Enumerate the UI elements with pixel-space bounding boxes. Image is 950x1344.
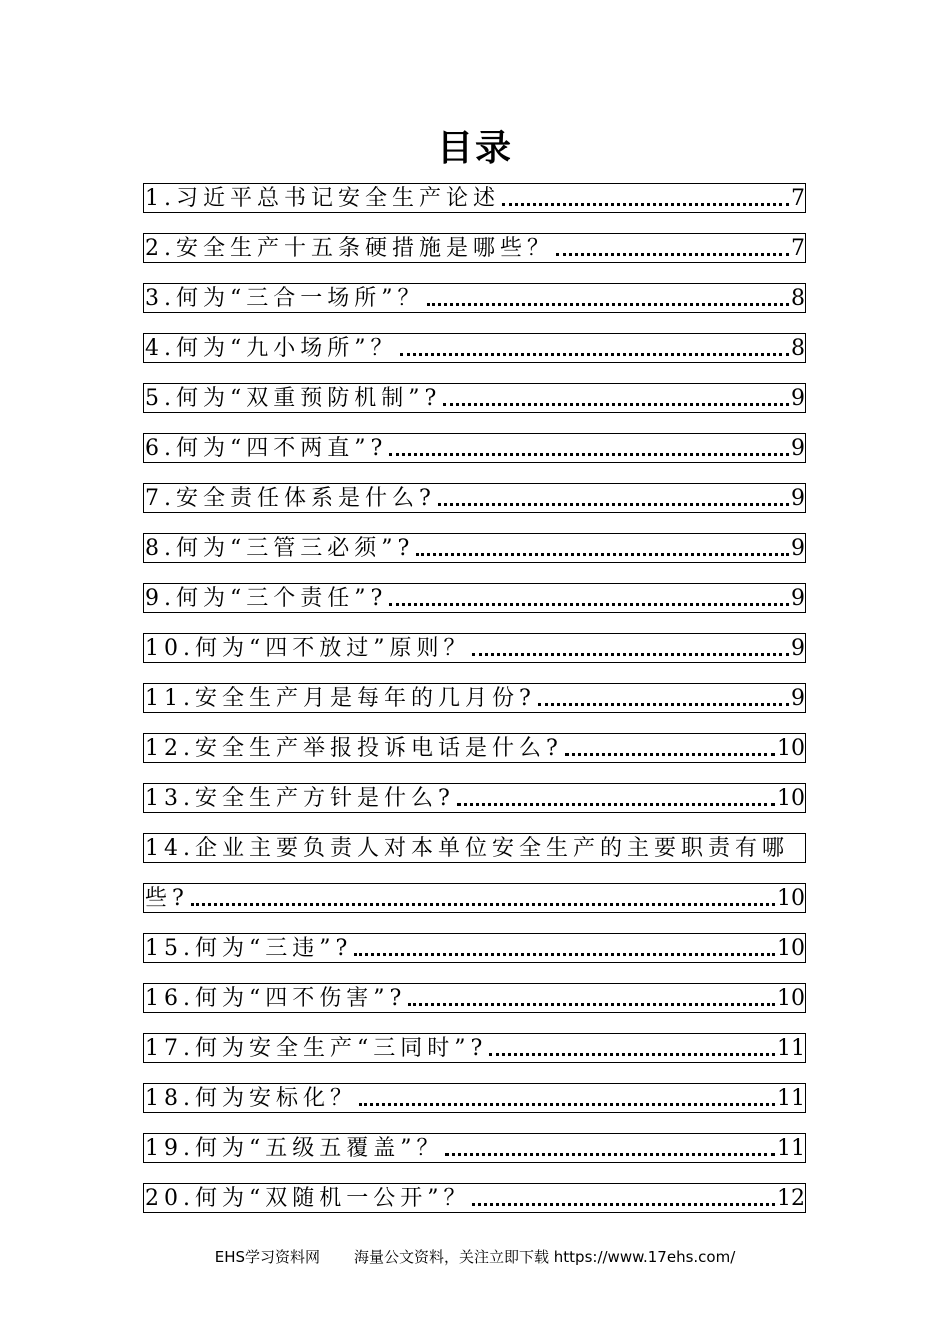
toc-entry-text: 12.安全生产举报投诉电话是什么? (145, 736, 563, 761)
toc-entry-text: 5.何为“双重预防机制”? (145, 386, 442, 411)
toc-entry-15[interactable] (143, 933, 806, 963)
dot-leader (556, 253, 789, 256)
toc-page-number: 8 (791, 336, 805, 361)
toc-entry-text: 7.安全责任体系是什么? (145, 486, 436, 511)
page-title: 目录 (436, 127, 513, 169)
toc-entry-text: 19.何为“五级五覆盖”？ (145, 1136, 444, 1161)
toc-page-number: 7 (791, 236, 805, 261)
toc-entry-19[interactable] (143, 1133, 806, 1163)
dot-leader (472, 1203, 775, 1206)
toc-entry-text: 6.何为“四不两直”? (145, 436, 388, 461)
toc-page-number: 9 (791, 686, 805, 711)
toc-entry-text: 14.企业主要负责人对本单位安全生产的主要职责有哪 (145, 836, 789, 861)
toc-entry-text: 8.何为“三管三必须”? (145, 536, 415, 561)
toc-page-number: 10 (777, 736, 805, 761)
toc-entry-4[interactable] (143, 333, 806, 363)
toc-entry-5[interactable] (143, 383, 806, 413)
toc-entry-7[interactable] (143, 483, 806, 513)
dot-leader (191, 903, 775, 906)
toc-page-number: 12 (777, 1186, 805, 1211)
toc-entry-14-line-1[interactable] (143, 833, 806, 863)
toc-entry-1[interactable] (143, 183, 806, 213)
footer-site-name: EHS学习资料网 (214, 1248, 321, 1266)
toc-entry-2[interactable] (143, 233, 806, 263)
toc-entry-10[interactable] (143, 633, 806, 663)
dot-leader (400, 353, 790, 356)
toc-entry-text: 3.何为“三合一场所”？ (145, 286, 425, 311)
toc-page-number: 9 (791, 386, 805, 411)
toc-page-number: 7 (791, 186, 805, 211)
dot-leader (354, 953, 775, 956)
toc-page-number: 11 (777, 1136, 805, 1161)
dot-leader (489, 1053, 775, 1056)
dot-leader (472, 653, 789, 656)
toc-entry-20[interactable] (143, 1183, 806, 1213)
toc-entry-14-line-2[interactable] (143, 883, 806, 913)
toc-entry-18[interactable] (143, 1083, 806, 1113)
toc-entry-13[interactable] (143, 783, 806, 813)
toc-entry-16[interactable] (143, 983, 806, 1013)
dot-leader (408, 1003, 775, 1006)
dot-leader (416, 553, 789, 556)
toc-page-number: 9 (791, 586, 805, 611)
toc-entry-text: 9.何为“三个责任”? (145, 586, 388, 611)
toc-entry-text: 13.安全生产方针是什么? (145, 786, 455, 811)
dot-leader (502, 203, 789, 206)
toc-entry-text: 20.何为“双随机一公开”？ (145, 1186, 471, 1211)
toc-entry-text: 些? (145, 886, 189, 911)
dot-leader (565, 753, 775, 756)
toc-entry-text: 1.习近平总书记安全生产论述 (145, 186, 500, 211)
toc-page-number: 8 (791, 286, 805, 311)
toc-page-number: 9 (791, 436, 805, 461)
toc-entry-11[interactable] (143, 683, 806, 713)
table-of-contents (143, 183, 806, 1213)
toc-entry-text: 15.何为“三违”? (145, 936, 353, 961)
toc-entry-3[interactable] (143, 283, 806, 313)
toc-entry-text: 17.何为安全生产“三同时”? (145, 1036, 488, 1061)
toc-page-number: 10 (777, 936, 805, 961)
toc-page-number: 9 (791, 636, 805, 661)
toc-page-number: 11 (777, 1036, 805, 1061)
toc-entry-text: 4.何为“九小场所”？ (145, 336, 398, 361)
dot-leader (389, 453, 789, 456)
toc-entry-text: 18.何为安标化？ (145, 1086, 357, 1111)
dot-leader (359, 1103, 775, 1106)
toc-entry-12[interactable] (143, 733, 806, 763)
toc-page-number: 11 (777, 1086, 805, 1111)
toc-entry-text: 2.安全生产十五条硬措施是哪些？ (145, 236, 554, 261)
toc-entry-6[interactable] (143, 433, 806, 463)
toc-page-number: 9 (791, 536, 805, 561)
toc-page-number: 10 (777, 886, 805, 911)
toc-entry-9[interactable] (143, 583, 806, 613)
toc-page-number: 10 (777, 786, 805, 811)
toc-entry-17[interactable] (143, 1033, 806, 1063)
toc-entry-text: 10.何为“四不放过”原则？ (145, 636, 471, 661)
dot-leader (445, 1153, 775, 1156)
toc-page-number: 10 (777, 986, 805, 1011)
toc-entry-8[interactable] (143, 533, 806, 563)
dot-leader (389, 603, 789, 606)
dot-leader (538, 703, 789, 706)
dot-leader (443, 403, 789, 406)
dot-leader (438, 503, 789, 506)
toc-entry-text: 16.何为“四不伤害”? (145, 986, 407, 1011)
dot-leader (457, 803, 775, 806)
toc-page-number: 9 (791, 486, 805, 511)
page-footer (0, 1246, 950, 1267)
footer-download-note[interactable]: 海量公文资料，关注立即下载 https://www.17ehs.com/ (354, 1248, 736, 1266)
toc-entry-text: 11.安全生产月是每年的几月份? (145, 686, 536, 711)
dot-leader (427, 303, 790, 306)
